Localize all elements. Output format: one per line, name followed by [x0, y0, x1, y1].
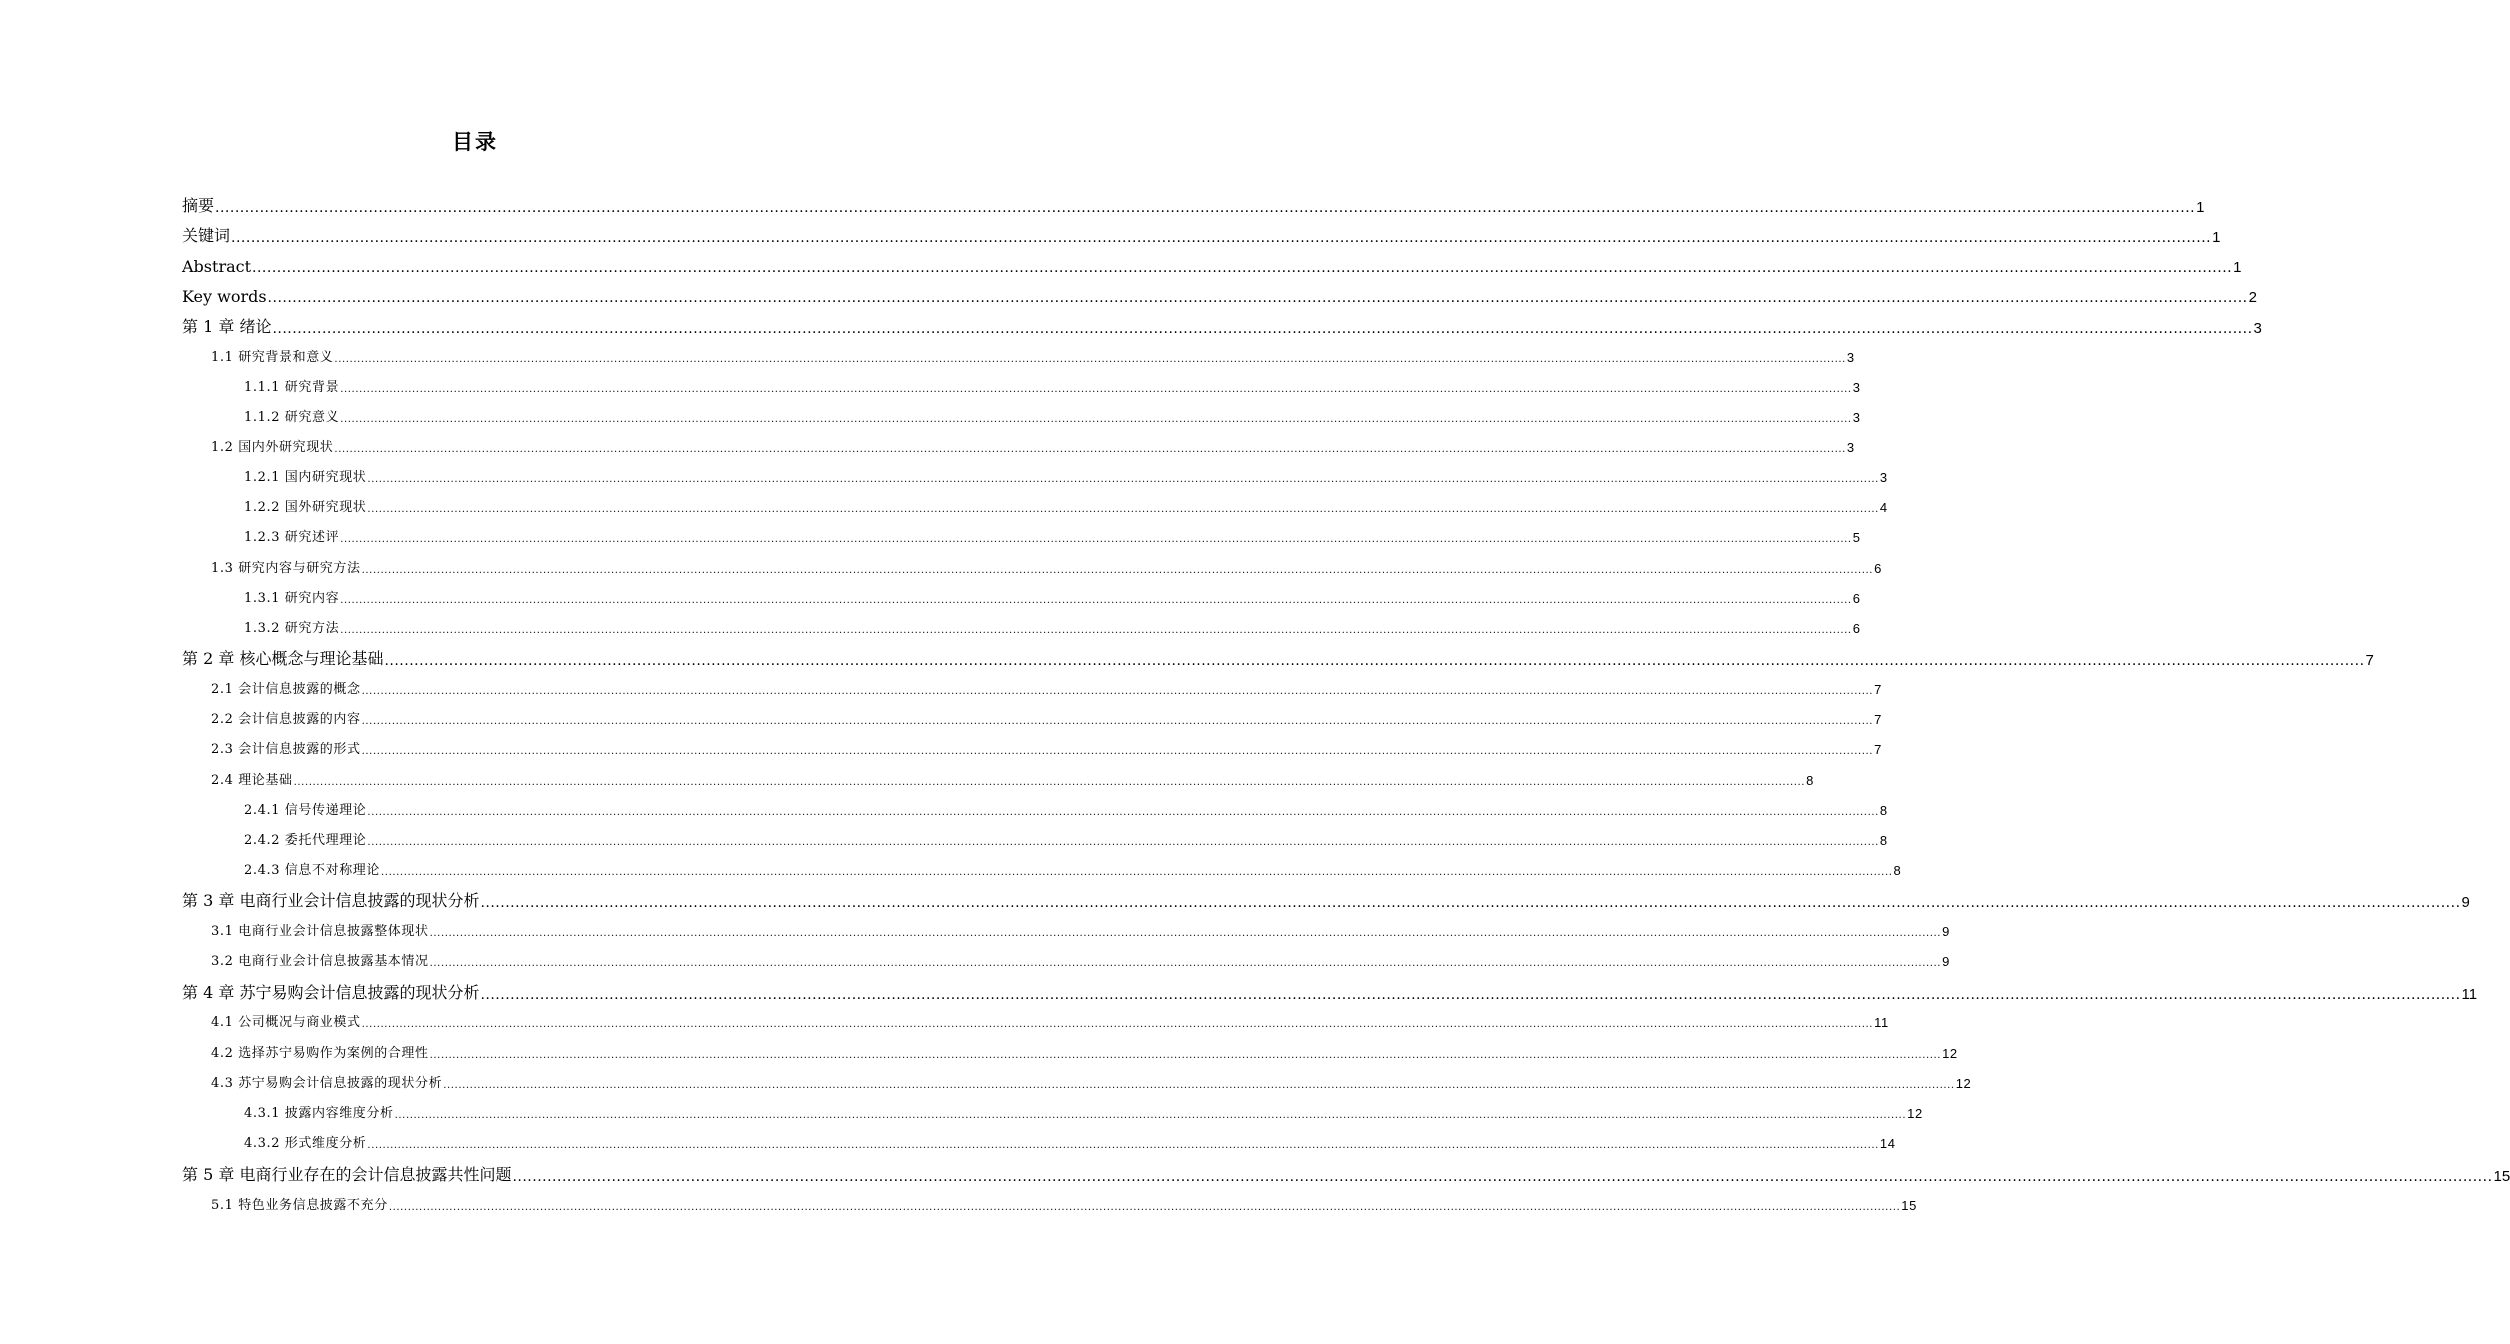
toc-dot-leader: ................................................................................................................................................................................................................................................................................................................................................................................................................ [367, 1140, 1879, 1151]
toc-dot-leader: ................................................................................................................................................................................................................................................................................................................................................................................................................ [381, 867, 1893, 878]
toc-dot-leader: ................................................................................................................................................................................................................................................................................................................................................................................................................ [334, 444, 1846, 455]
toc-entry-level-2[interactable] [211, 769, 1814, 788]
toc-entry-label: 摘要 [182, 196, 215, 215]
toc-dot-leader: ................................................................................................................................................................................................................................................................................................................................................................................................................ [367, 474, 1879, 485]
toc-dot-leader: ................................................................................................................................................................................................................................................................................................................................................................................................................ [429, 1050, 1942, 1061]
toc-entry-level-3[interactable] [244, 376, 1861, 395]
toc-entry-label: 4.3 苏宁易购会计信息披露的现状分析 [211, 1076, 443, 1091]
toc-entry-level-2[interactable] [211, 738, 1882, 757]
toc-entry-level-2[interactable] [211, 950, 1950, 969]
toc-dot-leader: ................................................................................................................................................................................................................................................................................................................................................................................................................ [361, 716, 1874, 727]
toc-entry-level-1[interactable] [182, 284, 2257, 306]
toc-entry-level-1[interactable] [182, 647, 2374, 669]
toc-page-number: 15 [2493, 1168, 2510, 1185]
toc-entry-label: 1.1.1 研究背景 [244, 380, 340, 395]
toc-dot-leader: ................................................................................................................................................................................................................................................................................................................................................................................................................ [443, 1080, 1955, 1091]
toc-entry-level-2[interactable] [211, 436, 1855, 455]
toc-entry-label: 1.3.1 研究内容 [244, 591, 340, 606]
toc-entry-label: 1.1.2 研究意义 [244, 410, 340, 425]
toc-page-number: 6 [1874, 561, 1882, 576]
toc-entry-label: Abstract [182, 257, 252, 276]
toc-entry-level-1[interactable] [182, 981, 2478, 1003]
toc-dot-leader: ................................................................................................................................................................................................................................................................................................................................................................................................................ [429, 928, 1942, 939]
toc-page-number: 11 [1874, 1015, 1889, 1030]
toc-entry-level-3[interactable] [244, 859, 1902, 878]
toc-page-number: 3 [1846, 350, 1855, 365]
toc-entry-level-2[interactable] [211, 1072, 1972, 1091]
toc-dot-leader: ................................................................................................................................................................................................................................................................................................................................................................................................................ [231, 230, 2212, 246]
toc-entry-level-3[interactable] [244, 1102, 1923, 1121]
toc-entry-level-3[interactable] [244, 496, 1888, 515]
toc-page-number: 12 [1955, 1076, 1972, 1091]
toc-page-number: 7 [1874, 682, 1882, 697]
toc-entry-level-2[interactable] [211, 346, 1855, 365]
toc-page-number: 7 [1874, 742, 1882, 757]
toc-dot-leader: ................................................................................................................................................................................................................................................................................................................................................................................................................ [340, 595, 1852, 606]
toc-page-number: 1 [2233, 259, 2242, 276]
toc-dot-leader: ................................................................................................................................................................................................................................................................................................................................................................................................................ [367, 837, 1879, 848]
toc-page-number: 7 [1874, 712, 1882, 727]
toc-dot-leader: ................................................................................................................................................................................................................................................................................................................................................................................................................ [252, 260, 2233, 276]
toc-entry-level-2[interactable] [211, 1194, 1917, 1213]
toc-page-number: 7 [2365, 652, 2374, 669]
toc-page-number: 11 [2461, 986, 2478, 1003]
toc-entry-label: 1.3 研究内容与研究方法 [211, 561, 361, 576]
toc-entry-label: 1.2.2 国外研究现状 [244, 500, 367, 515]
toc-page-number: 5 [1852, 530, 1861, 545]
toc-entry-level-3[interactable] [244, 617, 1861, 636]
toc-entry-level-3[interactable] [244, 466, 1888, 485]
toc-page-number: 12 [1942, 1046, 1958, 1061]
toc-page-number: 9 [1942, 954, 1950, 969]
toc-entry-level-1[interactable] [182, 194, 2205, 216]
toc-entry-level-1[interactable] [182, 254, 2242, 276]
toc-page-number: 15 [1901, 1198, 1917, 1213]
toc-entry-level-2[interactable] [211, 920, 1950, 939]
toc-dot-leader: ................................................................................................................................................................................................................................................................................................................................................................................................................ [394, 1110, 1907, 1121]
toc-dot-leader: ................................................................................................................................................................................................................................................................................................................................................................................................................ [384, 653, 2365, 669]
toc-dot-leader: ................................................................................................................................................................................................................................................................................................................................................................................................................ [361, 686, 1874, 697]
toc-dot-leader: ................................................................................................................................................................................................................................................................................................................................................................................................................ [267, 290, 2248, 306]
toc-page-number: 1 [2196, 199, 2205, 216]
toc-entry-label: 第 2 章 核心概念与理论基础 [182, 649, 384, 668]
toc-page-number: 2 [2248, 289, 2257, 306]
toc-dot-leader: ................................................................................................................................................................................................................................................................................................................................................................................................................ [340, 414, 1852, 425]
toc-entry-label: 3.2 电商行业会计信息披露基本情况 [211, 954, 429, 969]
toc-dot-leader: ................................................................................................................................................................................................................................................................................................................................................................................................................ [367, 807, 1879, 818]
toc-entry-label: 1.1 研究背景和意义 [211, 350, 334, 365]
toc-entry-label: 4.3.2 形式维度分析 [244, 1136, 367, 1151]
toc-dot-leader: ................................................................................................................................................................................................................................................................................................................................................................................................................ [361, 565, 1874, 576]
toc-entry-label: 2.4 理论基础 [211, 773, 293, 788]
toc-entry-label: 2.4.1 信号传递理论 [244, 803, 367, 818]
toc-entry-label: 1.2 国内外研究现状 [211, 440, 334, 455]
toc-entry-label: 2.4.3 信息不对称理论 [244, 863, 381, 878]
page-title: 目录 [452, 130, 498, 154]
toc-entry-level-3[interactable] [244, 406, 1861, 425]
toc-entry-level-1[interactable] [182, 889, 2470, 911]
toc-page-number: 3 [1879, 470, 1888, 485]
toc-page-number: 6 [1852, 621, 1861, 636]
toc-dot-leader: ................................................................................................................................................................................................................................................................................................................................................................................................................ [340, 384, 1852, 395]
toc-entry-level-3[interactable] [244, 587, 1861, 606]
toc-entry-level-1[interactable] [182, 224, 2221, 246]
toc-dot-leader: ................................................................................................................................................................................................................................................................................................................................................................................................................ [388, 1202, 1901, 1213]
toc-dot-leader: ................................................................................................................................................................................................................................................................................................................................................................................................................ [367, 504, 1879, 515]
toc-entry-label: 4.1 公司概况与商业模式 [211, 1015, 361, 1030]
toc-dot-leader: ................................................................................................................................................................................................................................................................................................................................................................................................................ [340, 625, 1852, 636]
toc-entry-label: 3.1 电商行业会计信息披露整体现状 [211, 924, 429, 939]
toc-entry-label: 4.2 选择苏宁易购作为案例的合理性 [211, 1046, 429, 1061]
toc-entry-label: 第 4 章 苏宁易购会计信息披露的现状分析 [182, 983, 480, 1002]
toc-page-number: 4 [1879, 500, 1888, 515]
toc-dot-leader: ................................................................................................................................................................................................................................................................................................................................................................................................................ [361, 1019, 1874, 1030]
toc-entry-label: 2.1 会计信息披露的概念 [211, 682, 361, 697]
toc-dot-leader: ................................................................................................................................................................................................................................................................................................................................................................................................................ [429, 958, 1942, 969]
toc-entry-level-2[interactable] [211, 708, 1882, 727]
toc-entry-label: 2.2 会计信息披露的内容 [211, 712, 361, 727]
toc-page-number: 1 [2212, 229, 2221, 246]
toc-entry-level-2[interactable] [211, 1042, 1958, 1061]
toc-entry-label: Key words [182, 287, 267, 306]
toc-dot-leader: ................................................................................................................................................................................................................................................................................................................................................................................................................ [340, 534, 1852, 545]
toc-dot-leader: ................................................................................................................................................................................................................................................................................................................................................................................................................ [480, 987, 2461, 1003]
toc-dot-leader: ................................................................................................................................................................................................................................................................................................................................................................................................................ [215, 200, 2196, 216]
toc-entry-level-3[interactable] [244, 1132, 1896, 1151]
toc-page-number: 3 [2253, 320, 2262, 337]
toc-dot-leader: ................................................................................................................................................................................................................................................................................................................................................................................................................ [480, 895, 2461, 911]
toc-entry-level-2[interactable] [211, 1011, 1889, 1030]
toc-entry-level-1[interactable] [182, 315, 2262, 337]
toc-entry-level-2[interactable] [211, 678, 1882, 697]
toc-entry-level-3[interactable] [244, 526, 1861, 545]
toc-page-number: 8 [1893, 863, 1902, 878]
toc-entry-label: 关键词 [182, 226, 231, 245]
toc-entry-label: 2.4.2 委托代理理论 [244, 833, 367, 848]
toc-entry-label: 1.2.3 研究述评 [244, 530, 340, 545]
toc-page-number: 8 [1879, 833, 1888, 848]
toc-entry-label: 5.1 特色业务信息披露不充分 [211, 1198, 388, 1213]
toc-entry-label: 第 1 章 绪论 [182, 317, 272, 336]
toc-dot-leader: ................................................................................................................................................................................................................................................................................................................................................................................................................ [512, 1169, 2493, 1185]
toc-page-number: 3 [1846, 440, 1855, 455]
toc-dot-leader: ................................................................................................................................................................................................................................................................................................................................................................................................................ [334, 354, 1846, 365]
toc-entry-label: 2.3 会计信息披露的形式 [211, 742, 361, 757]
toc-page-number: 8 [1879, 803, 1888, 818]
toc-entry-label: 第 5 章 电商行业存在的会计信息披露共性问题 [182, 1165, 512, 1184]
toc-page-number: 9 [1942, 924, 1950, 939]
toc-entry-label: 1.3.2 研究方法 [244, 621, 340, 636]
toc-page-number: 8 [1806, 773, 1814, 788]
toc-dot-leader: ................................................................................................................................................................................................................................................................................................................................................................................................................ [272, 321, 2253, 337]
toc-entry-label: 4.3.1 披露内容维度分析 [244, 1106, 394, 1121]
toc-page-number: 3 [1852, 380, 1861, 395]
toc-dot-leader: ................................................................................................................................................................................................................................................................................................................................................................................................................ [293, 777, 1806, 788]
toc-page-number: 3 [1852, 410, 1861, 425]
toc-page-number: 9 [2461, 894, 2470, 911]
toc-entry-level-1[interactable] [182, 1163, 2510, 1185]
toc-entry-label: 1.2.1 国内研究现状 [244, 470, 367, 485]
toc-entry-level-2[interactable] [211, 557, 1882, 576]
toc-entry-level-3[interactable] [244, 799, 1888, 818]
toc-page-number: 14 [1879, 1136, 1896, 1151]
toc-entry-label: 第 3 章 电商行业会计信息披露的现状分析 [182, 891, 480, 910]
toc-page-number: 6 [1852, 591, 1861, 606]
toc-entry-level-3[interactable] [244, 829, 1888, 848]
toc-page-number: 12 [1907, 1106, 1923, 1121]
toc-dot-leader: ................................................................................................................................................................................................................................................................................................................................................................................................................ [361, 746, 1874, 757]
